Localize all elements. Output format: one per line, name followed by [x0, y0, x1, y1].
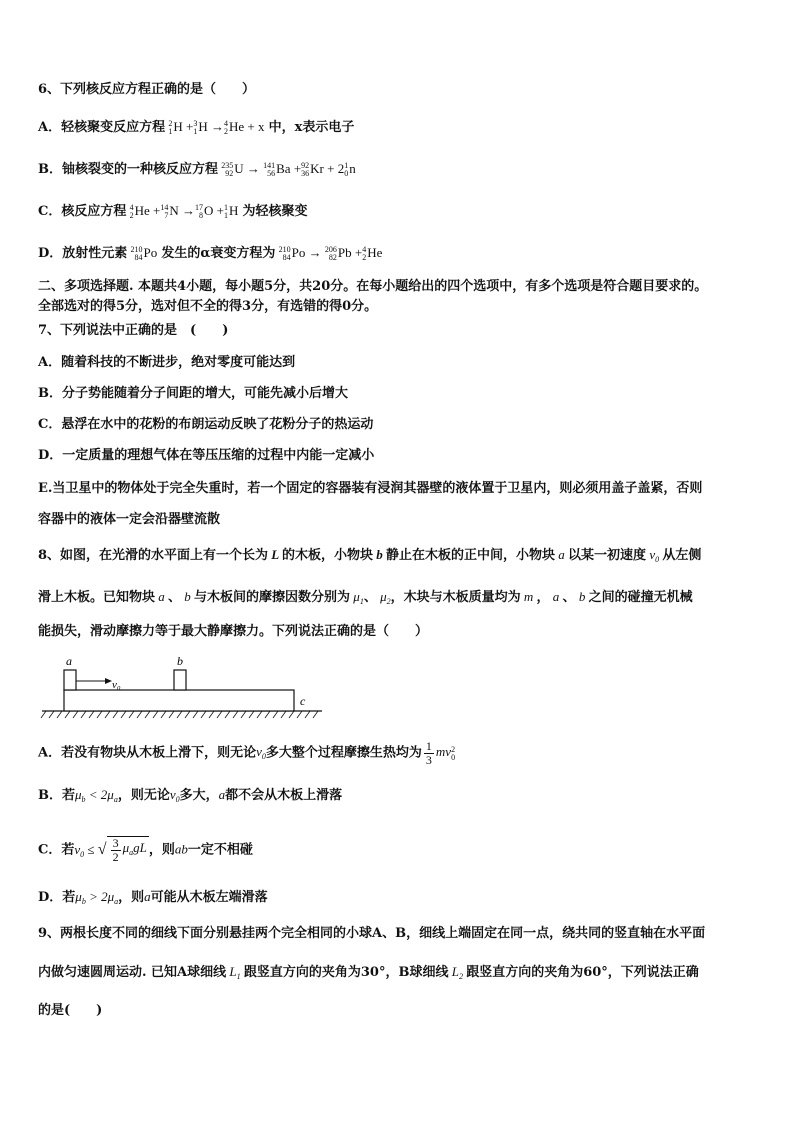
q7-option-d: D．一定质量的理想气体在等压压缩的过程中内能一定减小 — [38, 448, 375, 463]
label-a: a — [66, 654, 72, 668]
section2-line1: 二、多项选择题. 本题共4小题，每小题5分，共20分。在每小题给出的四个选项中，有多个选项是符合题目要求的。 — [38, 279, 708, 294]
ground-hatching — [41, 711, 318, 718]
arrow-head-icon — [105, 678, 112, 684]
label-v0: v₀ — [112, 679, 121, 691]
q6-option-b: B．铀核裂变的一种核反应方程 235 92 U → 141 56 Ba + 92 36 Kr + 2 1 0 n — [38, 161, 356, 179]
q7-stem: 7、下列说法中正确的是 ( ) — [38, 323, 229, 338]
q6-option-a: A．轻核聚变反应方程 2 1 H + 3 1 H → 4 2 He + x 中，x表示电子 — [38, 119, 355, 137]
block-a — [64, 670, 76, 690]
q7-option-c: C．悬浮在水中的花粉的布朗运动反映了花粉分子的热运动 — [38, 417, 374, 432]
label-c: c — [300, 694, 306, 708]
board-c — [64, 690, 294, 711]
q8-line1: 8、如图，在光滑的水平面上有一个长为 L 的木板，小物块 b 静止在木板的正中间，小物块 a 以某一初速度 $v_0$ 从左侧 — [38, 547, 702, 564]
section2-line2: 全部选对的得5分，选对但不全的得3分，有选错的得0分。 — [38, 299, 378, 314]
q8-option-c: C．若$v_0$ ≤ √ $\frac{3}{2}$ $\mu_agL$ ，则ab一定不相碰 — [38, 836, 253, 864]
q6-option-d: D．放射性元素 210 84 Po 发生的α衰变方程为 210 84 Po → 206 82 Pb + 4 2 He — [38, 245, 383, 263]
q8-option-b: B．若$\mu_b < 2\mu_a$，则无论$v_0$多大，a都不会从木板上滑落 — [38, 787, 343, 804]
q6-stem: 6、下列核反应方程正确的是（ ） — [38, 82, 256, 97]
q8-figure — [40, 652, 330, 720]
block-b — [174, 670, 186, 690]
q7-option-b: B．分子势能随着分子间距的增大，可能先减小后增大 — [38, 386, 348, 401]
q7-option-a: A．随着科技的不断进步，绝对零度可能达到 — [38, 355, 296, 370]
q9-line1: 9、两根长度不同的细线下面分别悬挂两个完全相同的小球A、B，细线上端固定在同一点，绕共同的竖直轴在水平面 — [38, 926, 706, 941]
q8-line3: 能损失，滑动摩擦力等于最大静摩擦力。下列说法正确的是（ ） — [38, 624, 429, 639]
label-b: b — [177, 654, 183, 668]
q9-line2: 内做匀速圆周运动. 已知A球细线 $L_1$ 跟竖直方向的夹角为30°，B球细线 $L_2$ 跟竖直方向的夹角为60°，下列说法正确 — [38, 964, 699, 981]
q7-option-e-line1: E.当卫星中的物体处于完全失重时，若一个固定的容器装有浸润其器壁的液体置于卫星内，则必须用盖子盖紧，否则 — [38, 481, 703, 496]
q6-option-c: C．核反应方程 4 2 He + 14 7 N → 17 8 O + 1 1 H 为轻核聚变 — [38, 203, 308, 221]
q8-line2: 滑上木板。已知物块 a 、 b 与木板间的摩擦因数分别为 $\mu_1$、 $\mu_2$，木块与木板质量均为 m ， a 、 b 之间的碰撞无机械 — [38, 589, 693, 606]
q7-option-e-line2: 容器中的液体一定会沿器壁流散 — [38, 512, 221, 527]
q9-line3: 的是( ) — [38, 1003, 103, 1018]
q8-option-d: D．若$\mu_b > 2\mu_a$，则a可能从木板左端滑落 — [38, 889, 268, 906]
q8-option-a: A．若没有物块从木板上滑下，则无论$v_0$多大整个过程摩擦生热均为 $\frac{1}{3}$ mv 2 0 — [38, 739, 456, 767]
